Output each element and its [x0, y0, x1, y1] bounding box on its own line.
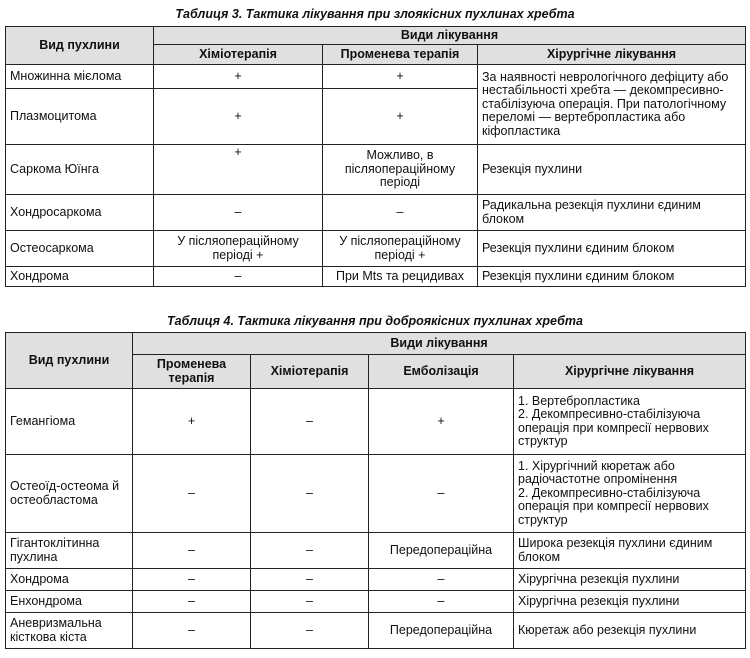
benign-tumors-table: [5, 332, 746, 649]
embolization-cell: –: [369, 455, 514, 533]
radio-cell: –: [323, 195, 478, 231]
tumor-name: Хондрома: [6, 267, 154, 287]
surgery-header: Хірургічне лікування: [514, 355, 746, 389]
radio-header: Променева терапія: [323, 45, 478, 65]
malignant-tumors-table: [5, 26, 746, 287]
table4-caption: Таблиця 4. Тактика лікування при доброякісних пухлинах хребта: [167, 314, 583, 328]
embolization-cell: Передопераційна: [369, 613, 514, 649]
table-row: [6, 145, 746, 195]
surgery-cell: Радикальна резекція пухлини єдиним блоком: [478, 195, 746, 231]
table-row: [6, 389, 746, 455]
treatment-types-header: Види лікування: [133, 333, 746, 355]
tumor-name: Остеосаркома: [6, 231, 154, 267]
table-row: [6, 591, 746, 613]
tumor-name: Саркома Юїнга: [6, 145, 154, 195]
table-row: [6, 455, 746, 533]
chemo-header: Хіміотерапія: [251, 355, 369, 389]
radio-cell: –: [133, 569, 251, 591]
radio-cell: –: [133, 591, 251, 613]
tumor-name: Енхондрома: [6, 591, 133, 613]
tumor-name: Гігантоклітинна пухлина: [6, 533, 133, 569]
surgery-cell: Резекція пухлини єдиним блоком: [478, 267, 746, 287]
tumor-name: Остеоїд-остеома й остеобластома: [6, 455, 133, 533]
chemo-cell: –: [251, 455, 369, 533]
radio-cell: +: [323, 89, 478, 145]
embolization-header: Емболізація: [369, 355, 514, 389]
radio-cell: –: [133, 613, 251, 649]
chemo-cell: –: [251, 389, 369, 455]
chemo-cell: –: [154, 267, 323, 287]
surgery-cell: 1. Хірургічний кюретаж або радіочастотне опромінення 2. Декомпресивно-стабілізуюча операція при компресії нервових структур: [514, 455, 746, 533]
surgery-cell: Хірургічна резекція пухлини: [514, 591, 746, 613]
table-row: [6, 195, 746, 231]
radio-cell: +: [133, 389, 251, 455]
table-row: [6, 267, 746, 287]
surgery-cell: Резекція пухлини єдиним блоком: [478, 231, 746, 267]
radio-cell: +: [323, 65, 478, 89]
treatment-types-header: Види лікування: [154, 27, 746, 45]
radio-header: Променева терапія: [133, 355, 251, 389]
chemo-cell: +: [154, 89, 323, 145]
surgery-cell: Кюретаж або резекція пухлини: [514, 613, 746, 649]
tumor-type-header: Вид пухлини: [6, 333, 133, 389]
tumor-type-header: Вид пухлини: [6, 27, 154, 65]
surgery-cell: Резекція пухлини: [478, 145, 746, 195]
chemo-cell: –: [251, 569, 369, 591]
embolization-cell: +: [369, 389, 514, 455]
chemo-cell: –: [251, 591, 369, 613]
chemo-cell: –: [251, 613, 369, 649]
chemo-cell: –: [154, 195, 323, 231]
radio-cell: Можливо, в післяопераційному періоді: [323, 145, 478, 195]
tumor-name: Множинна мієлома: [6, 65, 154, 89]
chemo-cell: –: [251, 533, 369, 569]
table-row: [6, 533, 746, 569]
radio-cell: При Mts та рецидивах: [323, 267, 478, 287]
surgery-header: Хірургічне лікування: [478, 45, 746, 65]
surgery-cell: 1. Вертебропластика 2. Декомпресивно-стабілізуюча операція при компресії нервових структур: [514, 389, 746, 455]
table-row: [6, 231, 746, 267]
chemo-cell: У післяопераційному періоді +: [154, 231, 323, 267]
table-row: [6, 65, 746, 89]
tumor-name: Хондрома: [6, 569, 133, 591]
chemo-cell: +: [154, 145, 323, 195]
embolization-cell: –: [369, 591, 514, 613]
radio-cell: –: [133, 455, 251, 533]
tumor-name: Гемангіома: [6, 389, 133, 455]
table-row: [6, 569, 746, 591]
surgery-cell: За наявності неврологічного дефіциту або нестабільності хребта — декомпресивно-стабілізуюча операція. При патологічному переломі — вертебропластика або кіфопластика: [478, 65, 746, 145]
radio-cell: У післяопераційному періоді +: [323, 231, 478, 267]
tumor-name: Аневризмальна кісткова кіста: [6, 613, 133, 649]
table3-caption: Таблиця 3. Тактика лікування при злоякісних пухлинах хребта: [175, 7, 575, 21]
chemo-cell: +: [154, 65, 323, 89]
embolization-cell: Передопераційна: [369, 533, 514, 569]
tumor-name: Плазмоцитома: [6, 89, 154, 145]
tumor-name: Хондросаркома: [6, 195, 154, 231]
surgery-cell: Хірургічна резекція пухлини: [514, 569, 746, 591]
embolization-cell: –: [369, 569, 514, 591]
radio-cell: –: [133, 533, 251, 569]
surgery-cell: Широка резекція пухлини єдиним блоком: [514, 533, 746, 569]
table-row: [6, 613, 746, 649]
chemo-header: Хіміотерапія: [154, 45, 323, 65]
